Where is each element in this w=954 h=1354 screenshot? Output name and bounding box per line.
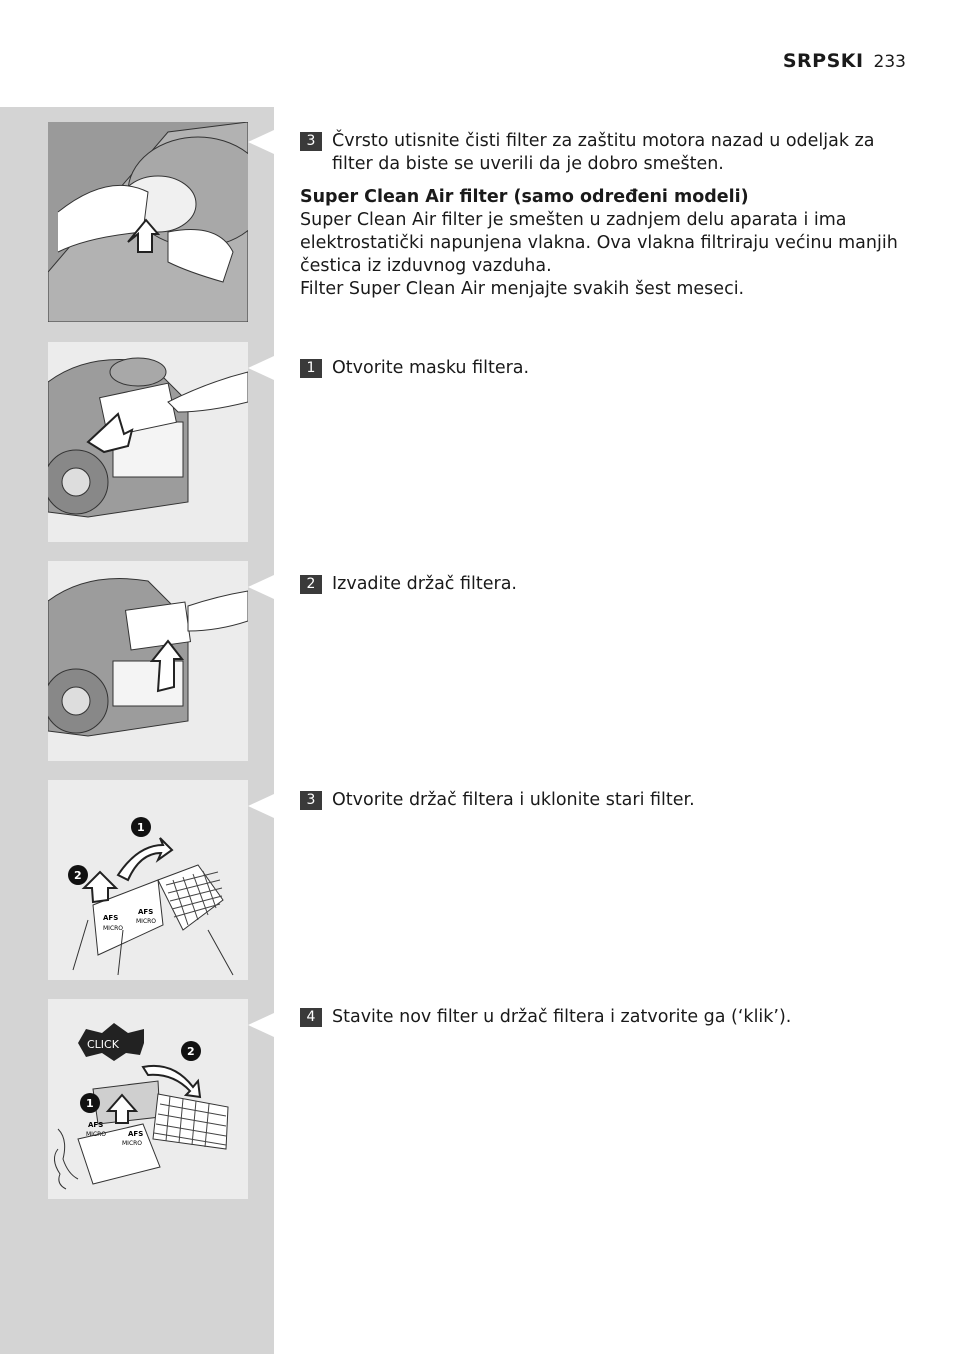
afs-label: AFS — [138, 908, 154, 916]
panel-pointer — [248, 1013, 274, 1037]
click-label: CLICK — [87, 1038, 119, 1051]
step-text: Otvorite držač filtera i uklonite stari filter. — [332, 790, 695, 810]
micro-label: MICRO — [136, 918, 157, 925]
micro-label: MICRO — [86, 1131, 107, 1138]
section-block — [300, 186, 910, 301]
step-number: 3 — [300, 791, 322, 810]
step-block — [300, 130, 910, 176]
step-one-marker: 1 — [137, 821, 145, 834]
open-holder-remove-filter-illustration — [48, 780, 248, 980]
step-one-marker: 1 — [86, 1097, 94, 1110]
step-block — [300, 357, 910, 380]
panel-pointer — [248, 794, 274, 818]
step-block — [300, 573, 910, 596]
step-block — [300, 789, 910, 812]
page-number: 233 — [873, 52, 906, 72]
afs-label: AFS — [103, 914, 119, 922]
panel-pointer — [248, 356, 274, 380]
step-two-marker: 2 — [187, 1045, 195, 1058]
language-label: SRPSKI — [782, 50, 864, 72]
panel-pointer — [248, 575, 274, 599]
step-two-marker: 2 — [74, 869, 82, 882]
step-number: 3 — [300, 132, 322, 151]
motor-filter-insert-illustration — [48, 122, 248, 322]
step-block — [300, 1006, 910, 1029]
open-filter-grille-illustration — [48, 342, 248, 542]
section-paragraph: Super Clean Air filter je smešten u zadnjem delu aparata i ima elektrostatički napunjena vlakna. Ova vlakna filtriraju većinu manjih čestica iz izduvnog vazduha. — [300, 210, 898, 276]
micro-label: MICRO — [122, 1140, 143, 1147]
step-text: Izvadite držač filtera. — [332, 574, 517, 594]
step-text: Stavite nov filter u držač filtera i zatvorite ga (‘klik’). — [332, 1007, 792, 1027]
step-text: Otvorite masku filtera. — [332, 358, 530, 378]
section-paragraph: Filter Super Clean Air menjajte svakih šest meseci. — [300, 279, 745, 299]
afs-label: AFS — [88, 1121, 104, 1129]
micro-label: MICRO — [103, 925, 124, 932]
remove-filter-holder-illustration — [48, 561, 248, 761]
afs-label: AFS — [128, 1130, 144, 1138]
step-text: Čvrsto utisnite čisti filter za zaštitu motora nazad u odeljak za filter da biste se uverili da je dobro smešten. — [332, 131, 875, 174]
page-header — [783, 50, 906, 72]
step-number: 2 — [300, 575, 322, 594]
panel-pointer — [248, 130, 274, 154]
insert-new-filter-illustration — [48, 999, 248, 1199]
step-number: 4 — [300, 1008, 322, 1027]
step-number: 1 — [300, 359, 322, 378]
section-heading: Super Clean Air filter (samo određeni modeli) — [300, 187, 749, 207]
